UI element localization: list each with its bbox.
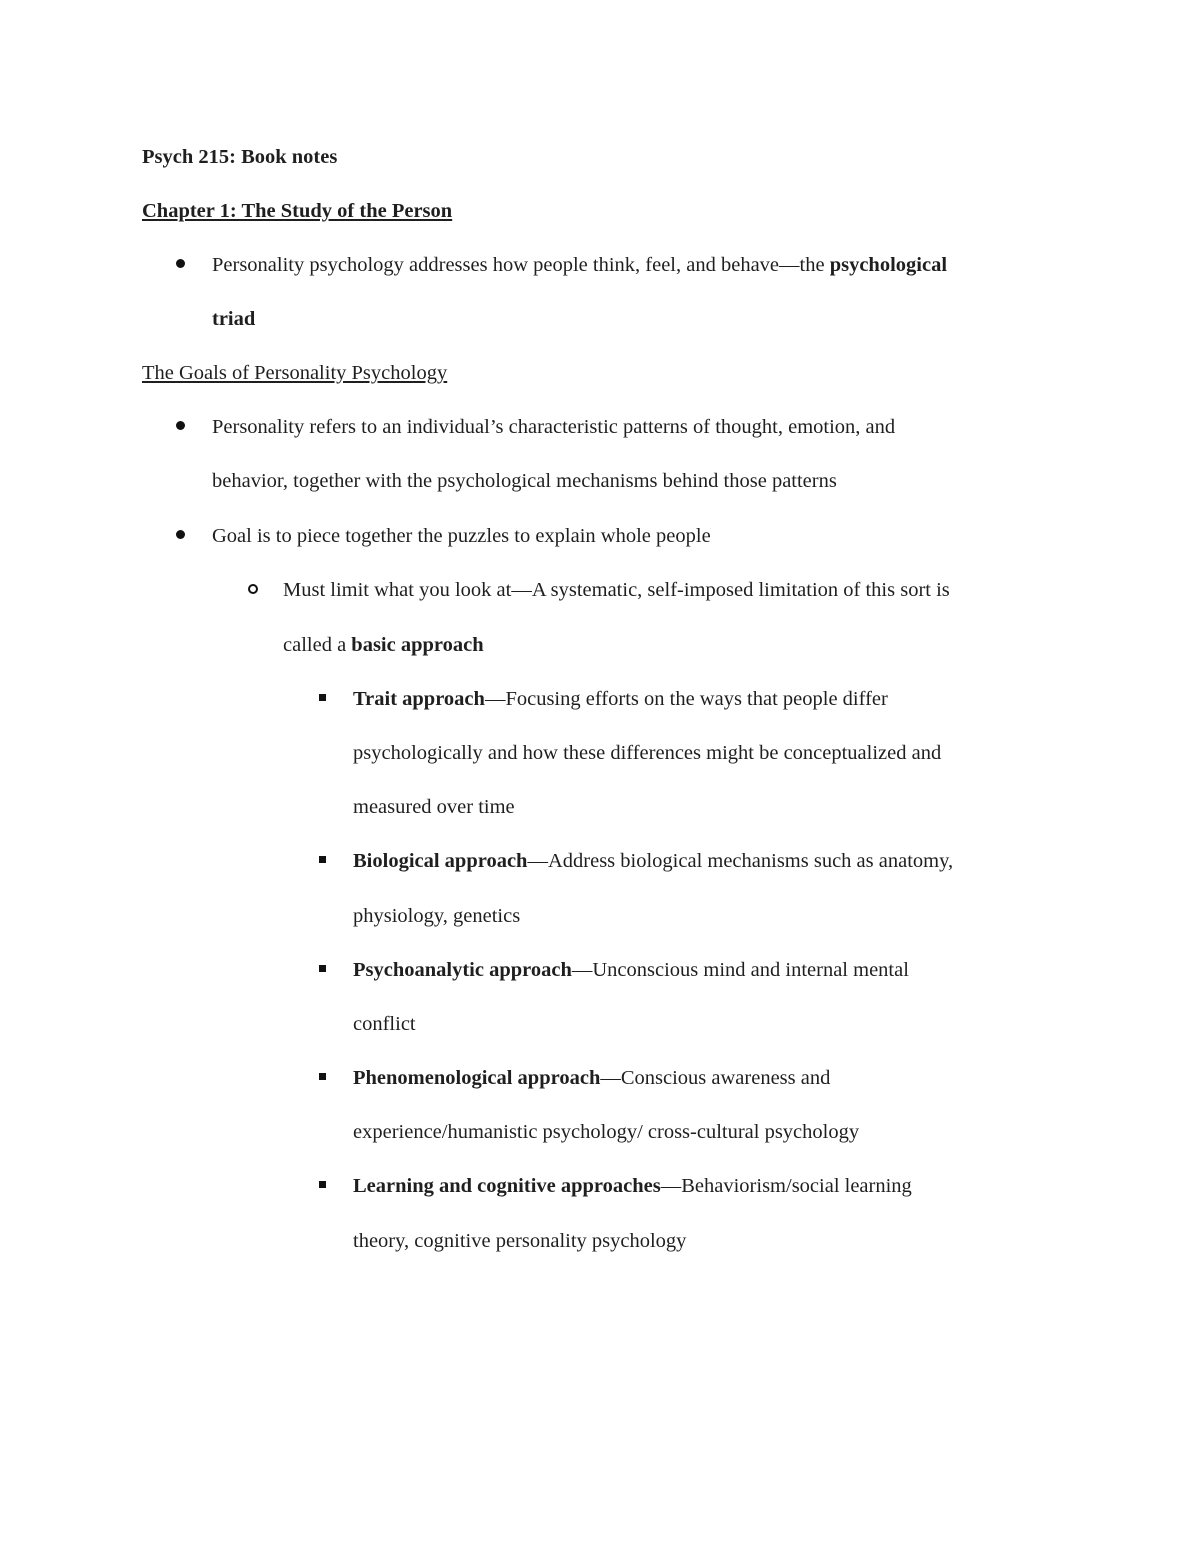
square-bullet-icon <box>319 694 326 701</box>
square-bullet-icon <box>319 1181 326 1188</box>
bold-term: Learning and cognitive approaches <box>353 1175 661 1197</box>
section-heading: The Goals of Personality Psychology <box>142 362 448 384</box>
approach-item-biological-line1 <box>353 848 953 874</box>
bold-term: triad <box>212 308 256 330</box>
disc-bullet-icon <box>176 421 185 430</box>
approach-item-psychoanalytic-line2: conflict <box>353 1013 416 1035</box>
chapter-heading: Chapter 1: The Study of the Person <box>142 200 453 222</box>
bold-term: psychological <box>829 254 948 276</box>
bold-term: Psychoanalytic approach <box>353 959 572 981</box>
approach-item-phenomenological-line2: experience/humanistic psychology/ cross-cultural psychology <box>353 1121 860 1143</box>
list-item-goal: Goal is to piece together the puzzles to explain whole people <box>212 525 711 547</box>
disc-bullet-icon <box>176 259 185 268</box>
list-item-limit-line1: Must limit what you look at—A systematic, self-imposed limitation of this sort is <box>283 579 950 601</box>
bold-term: basic approach <box>351 634 484 656</box>
list-item-text: Personality psychology addresses how people think, feel, and behave—the <box>212 254 830 276</box>
disc-bullet-icon <box>176 530 185 539</box>
square-bullet-icon <box>319 856 326 863</box>
list-item-text: —Conscious awareness and <box>600 1067 831 1089</box>
approach-item-psychoanalytic-line1 <box>353 957 909 983</box>
list-item-text: —Address biological mechanisms such as anatomy, <box>527 850 954 872</box>
approach-item-phenomenological-line1 <box>353 1065 830 1091</box>
approach-item-learning-line2: theory, cognitive personality psychology <box>353 1230 687 1252</box>
list-item-text: —Focusing efforts on the ways that people differ <box>484 688 888 710</box>
bold-term: Phenomenological approach <box>353 1067 601 1089</box>
circle-bullet-icon <box>248 584 258 594</box>
approach-item-biological-line2: physiology, genetics <box>353 905 521 927</box>
list-item-text: —Behaviorism/social learning <box>660 1175 912 1197</box>
bold-term: Biological approach <box>353 850 528 872</box>
list-item-text: —Unconscious mind and internal mental <box>571 959 909 981</box>
list-item-personality-line1: Personality refers to an individual’s characteristic patterns of thought, emotion, and <box>212 416 896 438</box>
bold-term: Trait approach <box>353 688 485 710</box>
approach-item-trait-line2: psychologically and how these differences might be conceptualized and <box>353 742 942 764</box>
list-item-text: called a <box>283 634 352 656</box>
list-item-triad-line2 <box>212 306 255 332</box>
list-item-personality-line2: behavior, together with the psychological mechanisms behind those patterns <box>212 470 837 492</box>
approach-item-learning-line1 <box>353 1173 912 1199</box>
approach-item-trait-line3: measured over time <box>353 796 515 818</box>
list-item-triad-line1 <box>212 252 947 278</box>
document-title: Psych 215: Book notes <box>142 146 338 168</box>
list-item-limit-line2 <box>283 632 484 658</box>
approach-item-trait-line1 <box>353 686 888 712</box>
square-bullet-icon <box>319 965 326 972</box>
square-bullet-icon <box>319 1073 326 1080</box>
